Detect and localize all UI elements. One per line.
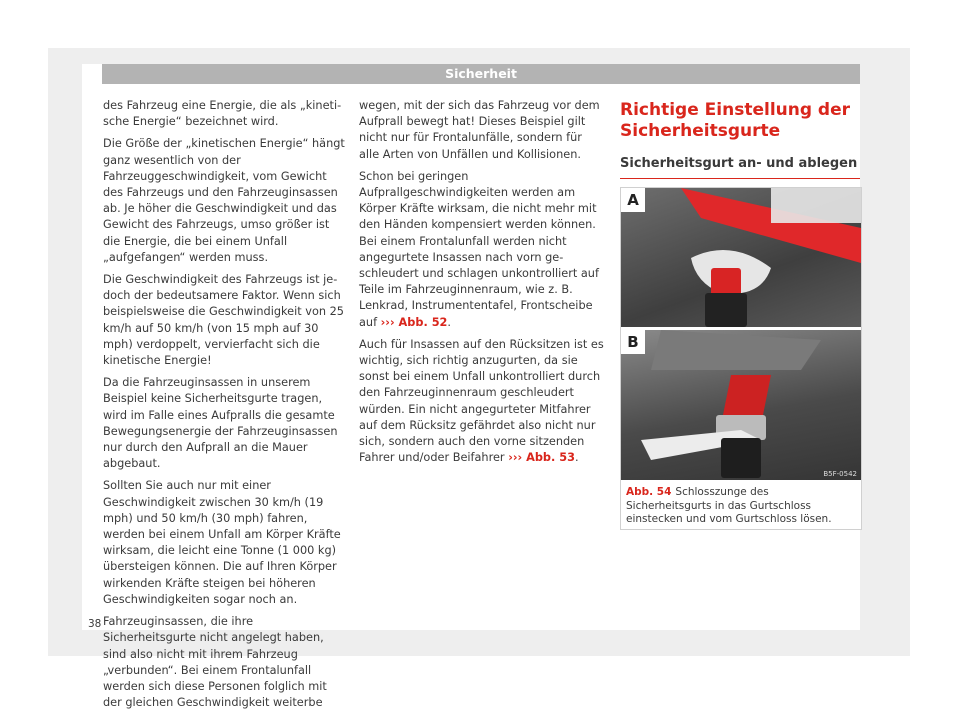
caption-label: Abb. 54 — [626, 486, 672, 498]
subsection-title: Sicherheitsgurt an- und ablegen — [620, 156, 858, 171]
figure-reference-link[interactable]: ››› Abb. 53 — [508, 451, 575, 465]
paragraph — [359, 169, 605, 331]
paragraph-text: Schon bei geringen Aufprallgeschwindigkeiten werden am Körper Kräfte wirksam, die nicht mehr mit den Händen kompensiert werden können. Bei einem Frontalunfall werden nicht angegurtete Insassen nach vorn geschleudert und schlagen unkontrolliert auf Teile im Fahrzeuginnenraum, wie z. B. Lenkrad, Instrumententafel, Frontscheibe auf — [359, 169, 599, 329]
paragraph: Die Geschwindigkeit des Fahrzeugs ist jedoch der bedeutsamere Faktor. Wenn sich beispielsweise die Geschwindigkeit von 25 km/h auf 50 km/h (von 15 mph auf 30 mph) verdoppelt, vervierfacht sich die kinetische Energie! — [103, 273, 344, 368]
paragraph-text: Auch für Insassen auf den Rücksitzen ist es wichtig, sich richtig anzugurten, da sie sonst bei einem Unfall unkontrolliert durch den Fahrzeuginnenraum geschleudert würden. Ein nicht angegurteter Mitfahrer auf dem Rücksitz gefährdet also nicht nur sich, sondern auch den vorne sitzenden Fahrer und/oder Beifahrer — [359, 337, 604, 465]
paragraph: Sollten Sie auch nur mit einer Geschwindigkeit zwischen 30 km/h (19 mph) und 50 km/h (30 mph) fahren, werden bei einem Unfall am Körper Kräfte wirksam, die leicht eine Tonne (1 000 kg) übersteigen können. Die auf Ihren Körper wirkenden Kräfte steigen bei höheren Geschwindigkeiten sogar noch an. — [103, 479, 341, 606]
seatbelt-illustration-a — [621, 188, 861, 327]
paragraph: Die Größe der „kinetischen Energie“ hängt ganz wesentlich von der Fahrzeuggeschwindigkeit, vom Gewicht des Fahrzeugs und den Fahrzeuginsassen ab. Je höher die Geschwindigkeit und das Gewicht des Fahrzeugs, umso größer ist die Energie, die bei einem Unfall „aufgefangen“ werden muss. — [103, 137, 345, 264]
punctuation: . — [574, 451, 579, 465]
caption-text: Schlosszunge des Sicherheitsgurts in das Gurtschloss einstecken und vom Gurtschloss lösen. — [626, 486, 832, 525]
figure-caption — [626, 486, 854, 527]
figure-54 — [620, 187, 862, 530]
seatbelt-illustration-b — [621, 330, 861, 480]
paragraph — [359, 337, 605, 467]
subsection-divider — [620, 178, 860, 179]
photo-buckle-insert — [621, 188, 861, 327]
figure-label-a: A — [621, 188, 645, 212]
punctuation: . — [447, 315, 452, 329]
paragraph: Da die Fahrzeuginsassen in unserem Beispiel keine Sicherheitsgurte tragen, wird im Falle eines Aufpralls die gesamte Bewegungsenergie der Fahrzeuginsassen nur durch den Aufprall an die Mauer abgebaut. — [103, 376, 338, 471]
section-title: Richtige Einstellung der Sicherheitsgurte — [620, 100, 851, 141]
text-column-2 — [359, 98, 605, 472]
figure-code: B5F-0542 — [823, 470, 857, 478]
figure-label-b: B — [621, 330, 645, 354]
paragraph: wegen, mit der sich das Fahrzeug vor dem Aufprall bewegt hat! Dieses Beispiel gilt nicht nur für Frontalunfälle, sondern für alle Arten von Unfällen und Kollisionen. — [359, 99, 600, 161]
text-column-1 — [103, 98, 349, 717]
page-header: Sicherheit — [102, 64, 860, 84]
page-number: 38 — [88, 618, 102, 630]
paragraph: Fahrzeuginsassen, die ihre Sicherheitsgurte nicht angelegt haben, sind also nicht mit ihrem Fahrzeug „verbunden“. Bei einem Frontalunfall werden sich diese Personen folglich mit der gleichen Geschwindigkeit weiterbe — [103, 615, 327, 710]
photo-buckle-release — [621, 330, 861, 480]
paragraph: des Fahrzeug eine Energie, die als „kinetische Energie“ bezeichnet wird. — [103, 99, 342, 129]
figure-reference-link[interactable]: ››› Abb. 52 — [380, 315, 448, 329]
